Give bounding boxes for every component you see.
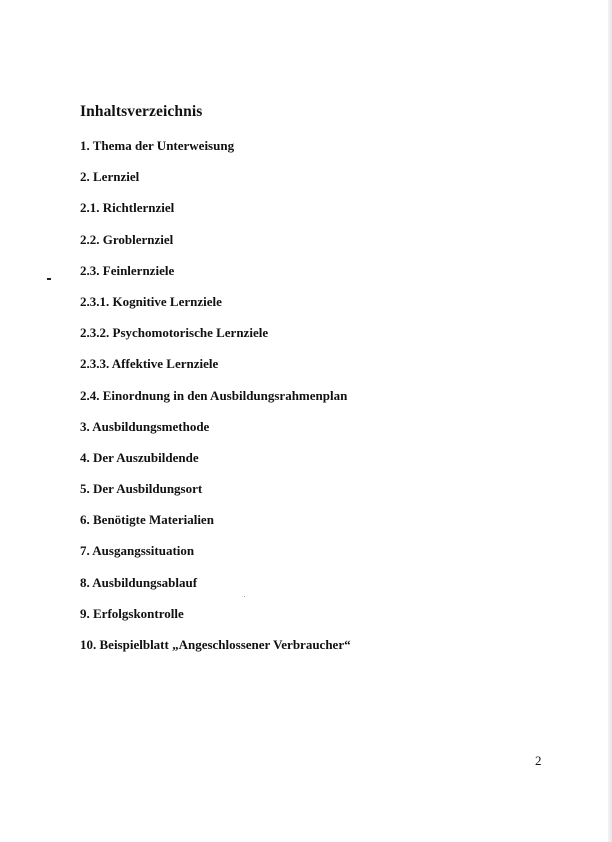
page-number: 2 [535,753,542,768]
toc-entry: 2.3.1. Kognitive Lernziele [80,293,222,309]
toc-entry: 2. Lernziel [80,169,140,185]
toc-list [80,137,351,667]
toc-entry: 4. Der Auszubildende [80,449,199,465]
toc-entry: 2.2. Groblernziel [80,231,174,247]
toc-entry: 5. Der Ausbildungsort [80,481,203,497]
toc-entry: 2.3. Feinlernziele [80,262,175,278]
toc-entry: 8. Ausbildungsablauf [80,574,198,590]
toc-heading: Inhaltsverzeichnis [80,103,203,120]
toc-entry: 2.4. Einordnung in den Ausbildungsrahmenplan [80,387,348,403]
scan-edge-shadow [608,0,612,842]
toc-entry: 2.1. Richtlernziel [80,200,175,216]
toc-entry: 2.3.3. Affektive Lernziele [80,356,219,372]
toc-entry: 7. Ausgangssituation [80,543,195,559]
toc-entry: 10. Beispielblatt „Angeschlossener Verbraucher“ [80,637,351,652]
toc-entry: 6. Benötigte Materialien [80,512,214,528]
toc-entry: 2.3.2. Psychomotorische Lernziele [80,325,269,341]
toc-entry: 3. Ausbildungsmethode [80,418,210,434]
scan-artifact-speck [244,596,245,597]
toc-entry: 9. Erfolgskontrolle [80,605,184,621]
toc-entry: 1. Thema der Unterweisung [80,138,235,153]
scan-artifact-mark [47,278,51,280]
